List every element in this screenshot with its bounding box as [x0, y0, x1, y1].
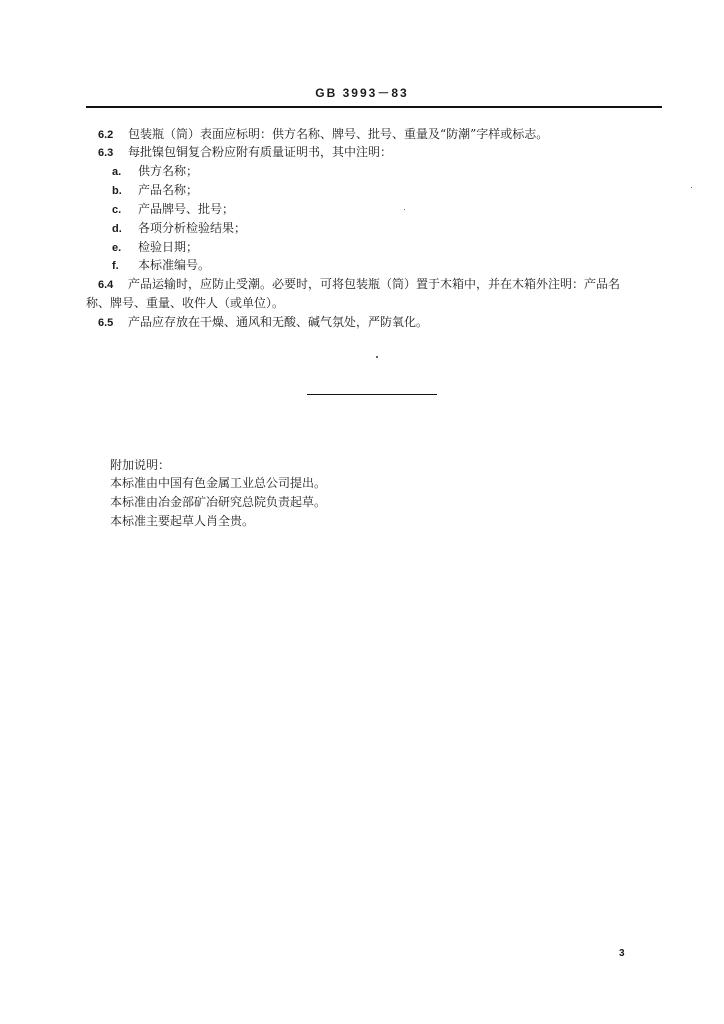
list-item: [112, 240, 198, 256]
scan-speck: [404, 209, 405, 210]
notes-title: 附加说明：: [110, 458, 171, 472]
item-text: 各项分析检验结果；: [138, 221, 247, 235]
notes-line: 本标准由中国有色金属工业总公司提出。: [110, 476, 327, 490]
scan-speck: [691, 187, 692, 188]
notes-line: 本标准由冶金部矿冶研究总院负责起草。: [110, 495, 327, 509]
notes-line: 本标准主要起草人肖全贵。: [110, 514, 255, 528]
list-item: [112, 221, 246, 237]
item-letter: e.: [112, 242, 122, 254]
item-text: 检验日期；: [138, 240, 199, 254]
clause-number: 6.5: [98, 317, 114, 329]
clause-number: 6.3: [98, 147, 114, 159]
item-letter: c.: [112, 204, 122, 216]
page-number: 3: [619, 948, 625, 959]
clause-number: 6.4: [98, 279, 114, 291]
clause-text: 每批镍包铜复合粉应附有质量证明书，其中注明：: [128, 145, 393, 159]
clause-6-5: [98, 315, 428, 331]
clause-text: 包装瓶（筒）表面应标明：供方名称、牌号、批号、重量及“防潮”字样或标志。: [128, 127, 549, 141]
item-letter: d.: [112, 223, 122, 235]
item-text: 供方名称；: [138, 164, 199, 178]
clause-6-4: [98, 277, 620, 293]
clause-6-2: [98, 127, 548, 143]
scan-speck: [376, 356, 378, 358]
item-text: 本标准编号。: [138, 258, 211, 272]
clause-text-line2: 称、牌号、重量、收件人（或单位）。: [86, 296, 285, 310]
list-item: [112, 202, 234, 218]
clause-number: 6.2: [98, 129, 114, 141]
clause-text-line1: 产品运输时，应防止受潮。必要时，可将包装瓶（筒）置于木箱中，并在木箱外注明：产品名: [128, 277, 621, 291]
list-item: [112, 258, 210, 274]
item-letter: b.: [112, 185, 122, 197]
item-text: 产品牌号、批号；: [138, 202, 235, 216]
item-text: 产品名称；: [138, 183, 199, 197]
list-item: [112, 183, 198, 199]
clause-6-4-continuation: [86, 296, 284, 311]
clause-text: 产品应存放在干燥、通风和无酸、碱气氛处，严防氧化。: [128, 315, 429, 329]
standard-code-header: GB 3993－83: [315, 86, 409, 100]
section-divider: [307, 394, 437, 395]
list-item: [112, 164, 198, 180]
item-letter: a.: [112, 166, 122, 178]
header-rule: [86, 106, 662, 108]
item-letter: f.: [112, 260, 119, 272]
clause-6-3: [98, 145, 392, 161]
